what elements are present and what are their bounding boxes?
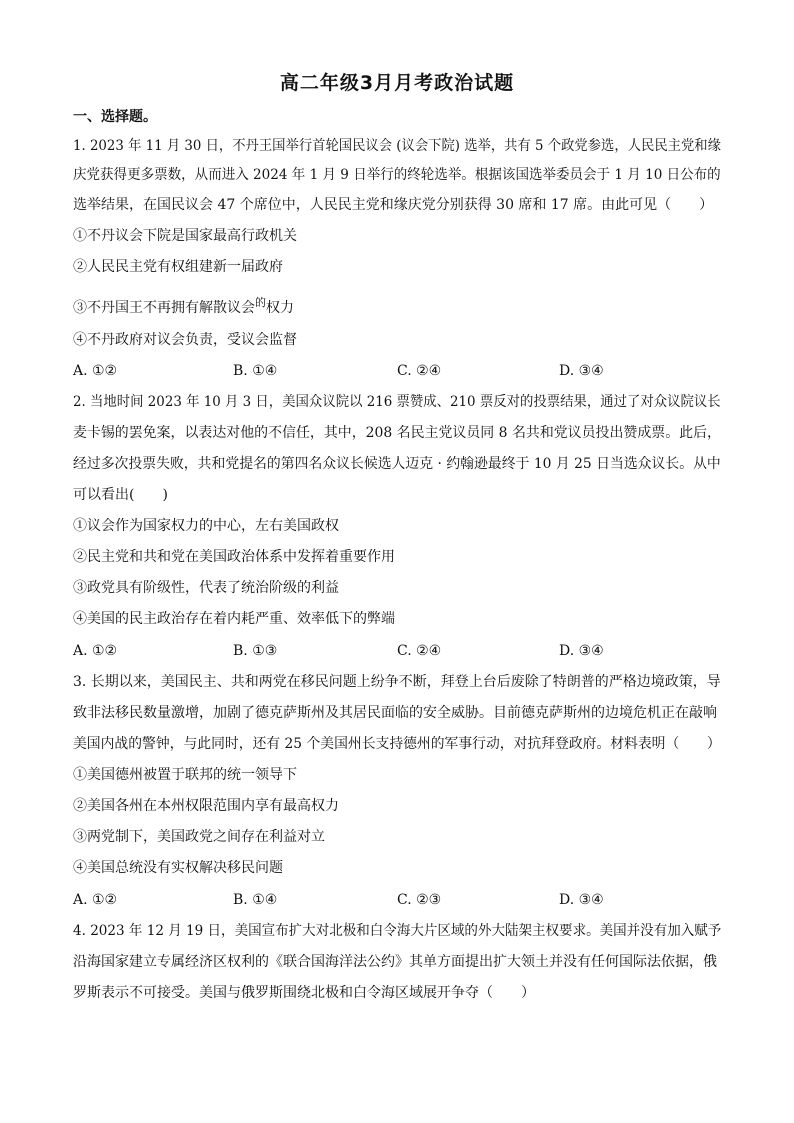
option-b: B. ①④ [233,363,278,379]
option-b: B. ①④ [233,892,278,908]
question-text-line: 4. 2023 年 12 月 19 日，美国宣布扩大对北极和白令海大片区域的外大陆架主权要求。美国并没有加入赋予 [73,923,722,939]
statement-item: ①不丹议会下院是国家最高行政机关 [73,228,297,244]
option-a: A. ①② [73,643,118,659]
question-text-line: 可以看出( ) [73,487,168,503]
page-title: 高二年级3月月考政治试题 [279,72,515,94]
statement-item: ④美国的民主政治存在着内耗严重、效率低下的弊端 [73,611,395,627]
option-c: C. ②③ [397,892,442,908]
option-b: B. ①③ [233,643,278,659]
question-text-line: 罗斯表示不可接受。美国与俄罗斯围绕北极和白令海区域展开争夺（ ） [73,985,535,1001]
statement-item: ④不丹政府对议会负责，受议会监督 [73,332,297,348]
question-text-line: 沿海国家建立专属经济区权利的《联合国海洋法公约》其单方面提出扩大领土并没有任何国际法依据，俄 [73,954,717,970]
statement-item: ②民主党和共和党在美国政治体系中发挥着重要作用 [73,549,395,565]
statement-item: ②人民民主党有权组建新一届政府 [73,259,283,275]
option-d: D. ③④ [559,363,604,379]
statement-item: ③不丹国王不再拥有解散议会$^的$权力 [73,296,294,316]
question-text-line: 2. 当地时间 2023 年 10 月 3 日，美国众议院以 216 票赞成、210 票反对的投票结果，通过了对众议院议长 [73,394,721,410]
option-d: D. ③④ [559,892,604,908]
statement-item: ②美国各州在本州权限范围内享有最高权力 [73,798,339,814]
question-text-line: 美国内战的警钟，与此同时，还有 25 个美国州长支持德州的军事行动，对抗拜登政府。材料表明（ ） [73,736,721,752]
statement-item: ③政党具有阶级性，代表了统治阶级的利益 [73,580,339,596]
question-text-line: 1. 2023 年 11 月 30 日，不丹王国举行首轮国民议会 (议会下院) 选举，共有 5 个政党参选，人民民主党和缘 [73,138,721,154]
statement-item: ①美国德州被置于联邦的统一领导下 [73,767,297,783]
option-d: D. ③④ [559,643,604,659]
statement-item: ④美国总统没有实权解决移民问题 [73,860,283,876]
question-text-line: 麦卡锡的罢免案，以表达对他的不信任，其中，208 名民主党议员同 8 名共和党议员投出赞成票。此后， [73,425,721,441]
option-a: A. ①② [73,363,118,379]
question-text-line: 致非法移民数量激增，加剧了德克萨斯州及其居民面临的安全威胁。目前德克萨斯州的边境危机正在敲响 [73,705,717,721]
question-text-line: 3. 长期以来，美国民主、共和两党在移民问题上纷争不断，拜登上台后废除了特朗普的严格边境政策，导 [73,674,721,690]
section-heading: 一、选择题。 [73,109,157,125]
option-c: C. ②④ [397,643,442,659]
statement-item: ①议会作为国家权力的中心，左右美国政权 [73,518,339,534]
question-text-line: 经过多次投票失败，共和党提名的第四名众议长候选人迈克 · 约翰逊最终于 10 月 25 日当选众议长。从中 [73,456,721,472]
question-text-line: 选举结果，在国民议会 47 个席位中，人民民主党和缘庆党分别获得 30 席和 17 席。由此可见（ ） [73,197,714,213]
question-text-line: 庆党获得更多票数，从而进入 2024 年 1 月 9 日举行的终轮选举。根据该国选举委员会于 1 月 10 日公布的 [73,167,721,183]
option-a: A. ①② [73,892,118,908]
statement-item: ③两党制下，美国政党之间存在利益对立 [73,829,325,845]
option-c: C. ②④ [397,363,442,379]
